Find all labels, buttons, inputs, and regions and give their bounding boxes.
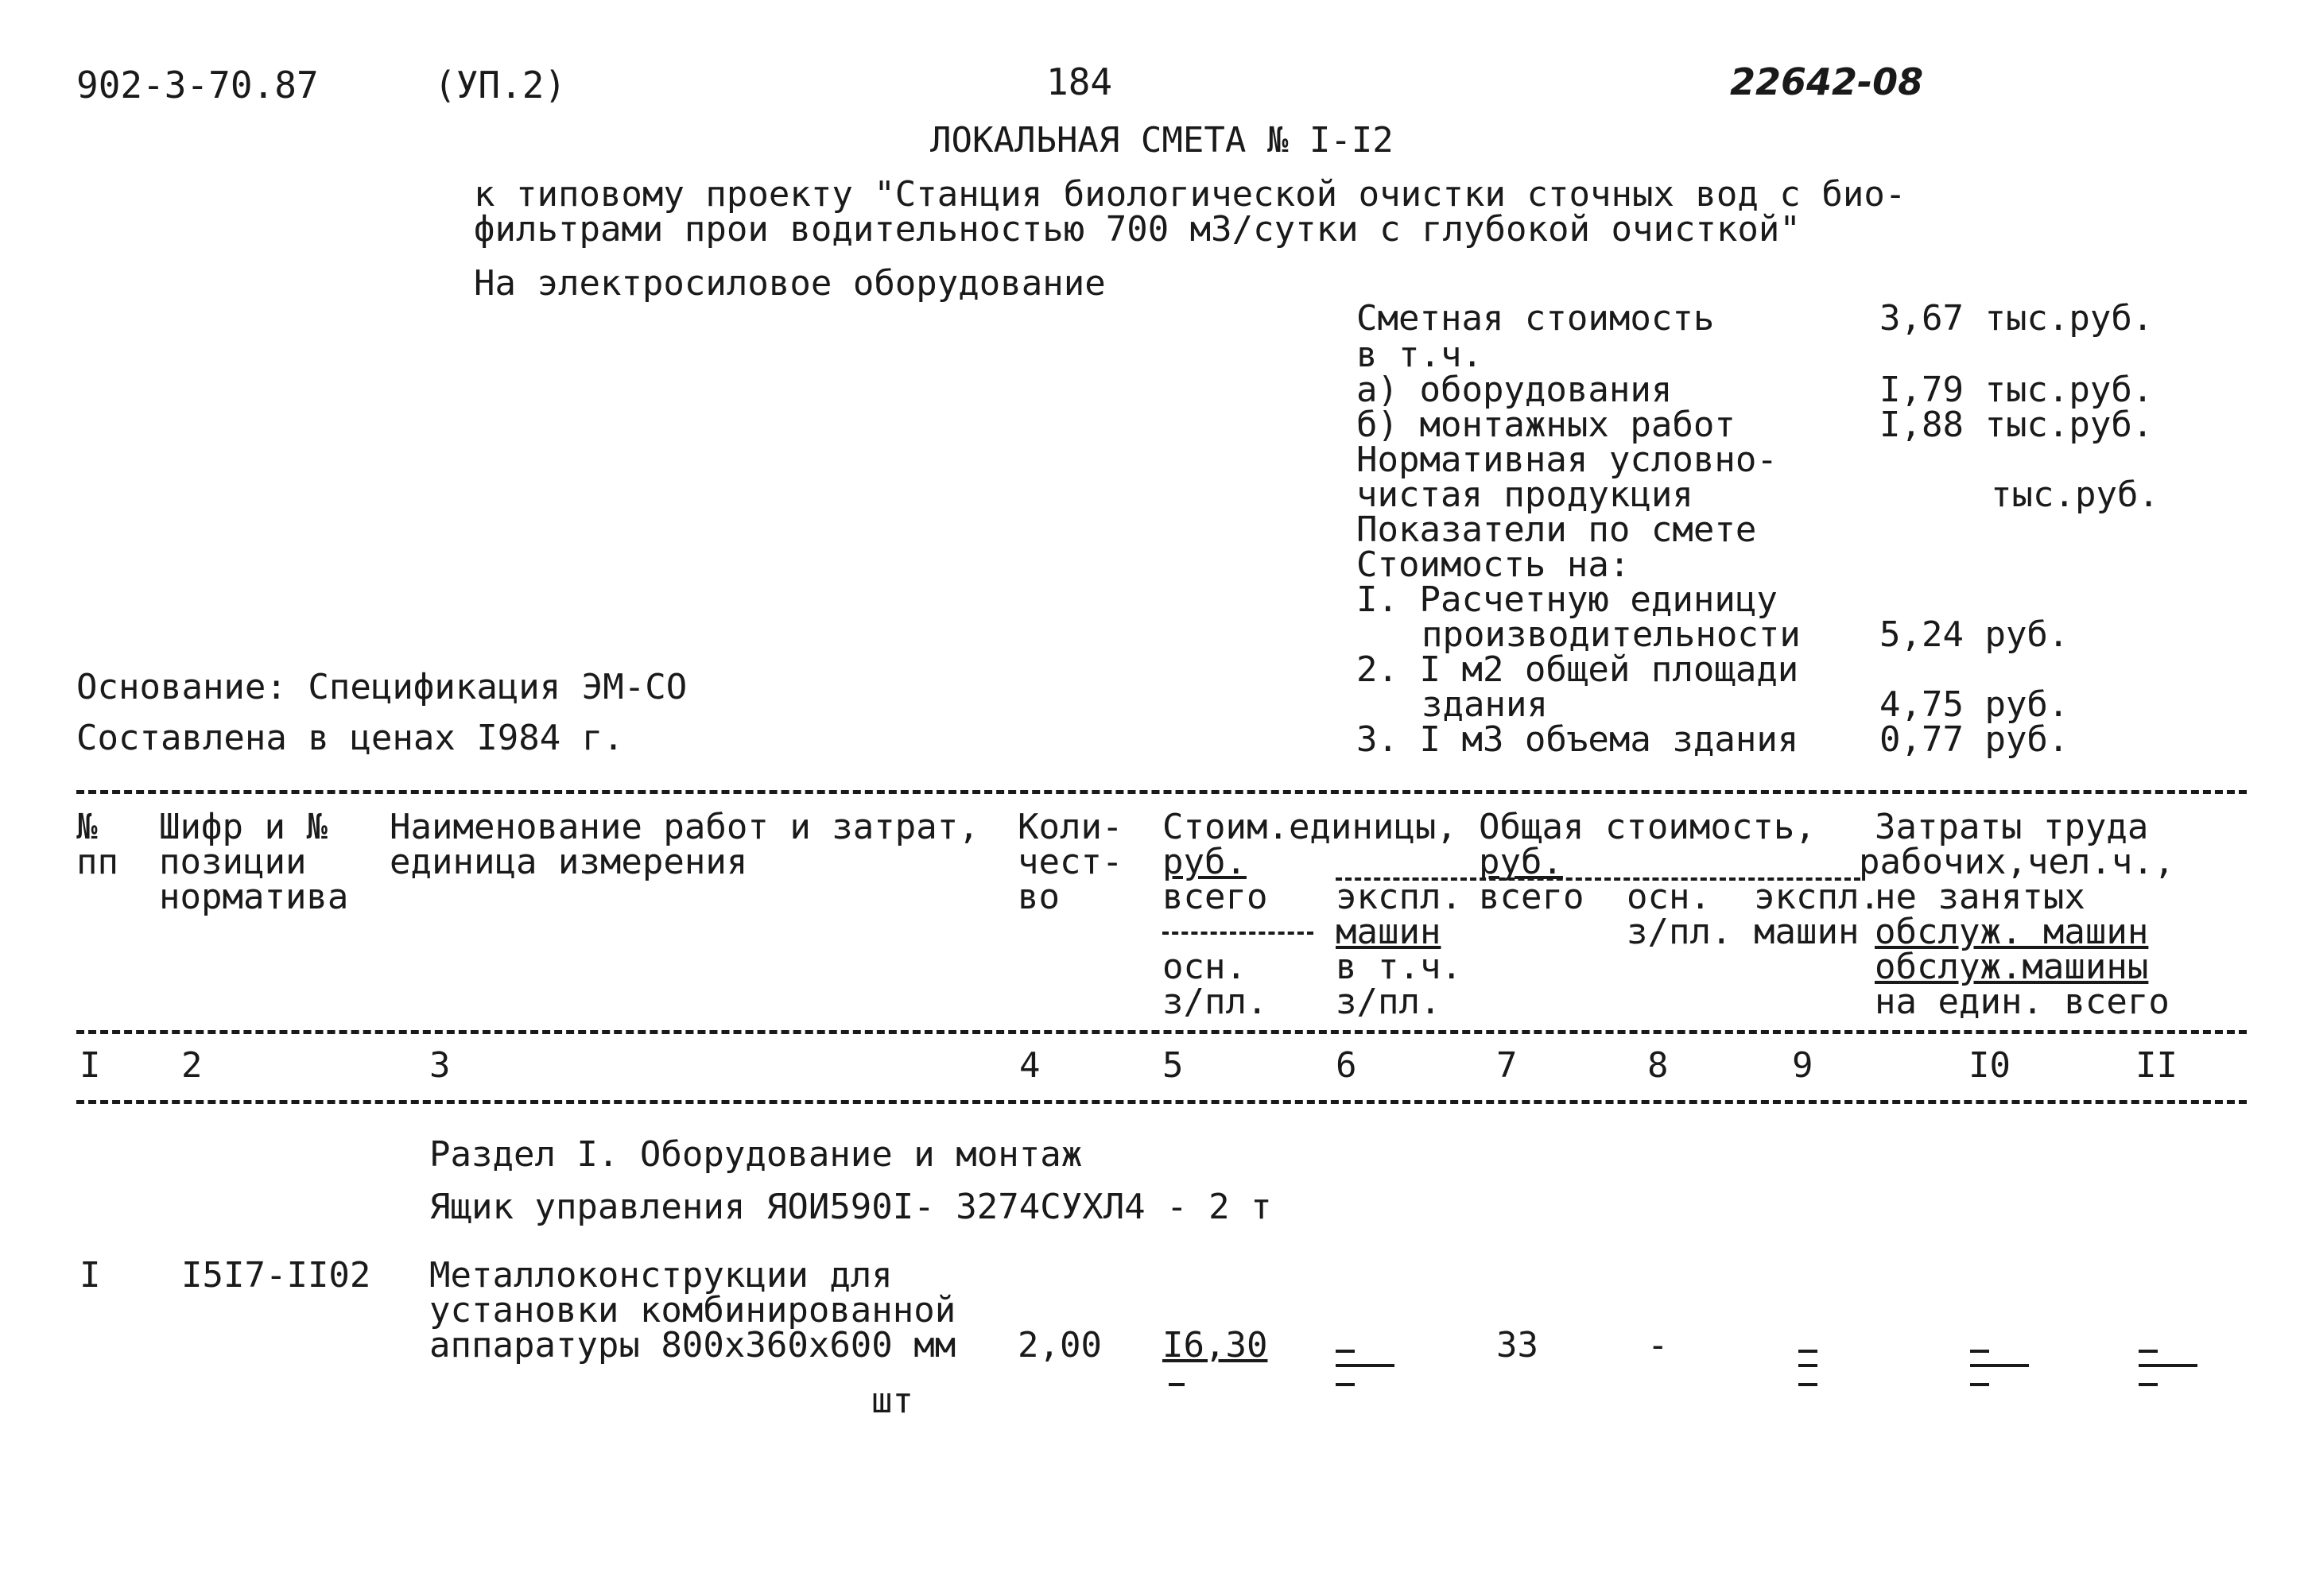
row-col11-dash [2139,1350,2158,1353]
summary-norm-line-2: чистая продукция [1356,475,1693,515]
header-name-a: Наименование работ и затрат, [390,807,979,847]
header-name-b: единица измерения [390,842,748,882]
row-quantity: 2,00 [1018,1325,1102,1366]
row-col10-dash [1970,1383,1989,1386]
header-qty-b: чест- [1018,842,1123,882]
summary-cost-per: Стоимость на: [1356,544,1631,585]
summary-item3-value: 0,77 руб. [1879,719,2069,760]
column-number: 3 [429,1045,451,1086]
table-top-rule [76,790,2247,794]
column-number: II [2135,1045,2178,1086]
header-code-b: позиции [159,842,307,882]
header-col6-d: з/пл. [1336,982,1441,1022]
row-col10-dash [1970,1364,2029,1367]
row-total: 33 [1496,1325,1538,1366]
row-col6-dash [1336,1364,1394,1367]
row-unit-base-salary-dash [1169,1383,1185,1386]
project-line-1: к типовому проекту "Станция биологической очистки сточных вод с био- [474,174,1906,215]
header-subrule-unit [1162,932,1313,935]
summary-indicators: Показатели по смете [1356,509,1757,550]
header-labor-d: обслуж. машин [1875,912,2149,952]
header-unit-cost-b: руб. [1162,842,1247,882]
column-numbers-rule [76,1100,2247,1104]
summary-cost-label: Сметная стоимость [1356,298,1715,339]
column-number: 2 [181,1045,203,1086]
header-col8-a: осн. [1627,877,1711,917]
estimate-subject: На электросиловое оборудование [474,263,1106,304]
header-labor-b: рабочих,чел.ч., [1859,842,2175,882]
document-title: ЛОКАЛЬНАЯ СМЕТА № I-I2 [930,120,1394,161]
row-col9-dash [1798,1383,1817,1386]
inventory-number: 22642-08 [1730,60,1924,103]
header-col5-total: всего [1162,877,1268,917]
header-col6-c: в т.ч. [1336,947,1462,987]
header-qty-a: Коли- [1018,807,1123,847]
summary-item2-line-1: 2. I м2 общей площади [1356,649,1799,690]
column-number: 5 [1162,1045,1184,1086]
column-number: I [80,1045,101,1086]
row-col11-dash [2139,1383,2158,1386]
summary-item3: 3. I м3 объема здания [1356,719,1799,760]
summary-item1-value: 5,24 руб. [1879,614,2069,655]
summary-equipment-label: а) оборудования [1356,370,1673,410]
summary-norm-value: тыс.руб. [1991,475,2159,515]
row-col9-dash [1798,1364,1817,1367]
header-code-a: Шифр и № [159,807,328,847]
header-subrule-total [1336,877,1860,881]
column-number: I0 [1968,1045,2011,1086]
summary-incl: в т.ч. [1356,335,1483,375]
summary-mounting-label: б) монтажных работ [1356,405,1736,445]
column-number: 8 [1647,1045,1669,1086]
header-col8-b: з/пл. [1627,912,1732,952]
header-labor-a: Затраты труда [1875,807,2149,847]
summary-item1-line-1: I. Расчетную единицу [1356,579,1778,620]
row-base-salary: - [1647,1325,1669,1366]
header-total-cost-a: Общая стоимость, [1479,807,1816,847]
header-col6-a: экспл. [1336,877,1462,917]
column-number: 9 [1792,1045,1813,1086]
section-subtitle: Ящик управления ЯОИ590I- 3274СУХЛ4 - 2 т [429,1187,1272,1227]
header-col6-b: машин [1336,912,1441,952]
summary-item2-value: 4,75 руб. [1879,684,2069,725]
header-col5-a: осн. [1162,947,1247,987]
row-code: I5I7-II02 [181,1255,371,1296]
summary-item2-line-2: здания [1422,684,1548,725]
header-col7: всего [1479,877,1584,917]
summary-cost-value: 3,67 тыс.руб. [1879,298,2154,339]
row-name-line-3: аппаратуры 800х360х600 мм [429,1325,956,1366]
header-bottom-rule [76,1030,2247,1034]
row-number: I [80,1255,101,1296]
header-num-a: № [76,807,98,847]
row-col6-dash [1336,1383,1355,1386]
row-name-line-2: установки комбинированной [429,1290,956,1331]
summary-norm-line-1: Нормативная условно- [1356,440,1778,480]
header-unit-cost-a: Стоим.единицы, [1162,807,1457,847]
section-title: Раздел I. Оборудование и монтаж [429,1134,1083,1175]
column-number: 6 [1336,1045,1357,1086]
album-number: (УП.2) [434,64,567,107]
row-col9-dash [1798,1350,1817,1353]
row-name-line-1: Металлоконструкции для [429,1255,893,1296]
basis-line: Основание: Спецификация ЭМ-СО [76,667,688,707]
header-qty-c: во [1018,877,1060,917]
document-code: 902-3-70.87 [76,64,319,107]
summary-mounting-value: I,88 тыс.руб. [1879,405,2154,445]
row-col10-dash [1970,1350,1989,1353]
header-col5-b: з/пл. [1162,982,1268,1022]
column-number: 4 [1019,1045,1041,1086]
header-total-cost-b: руб. [1479,842,1563,882]
row-unit-total: I6,30 [1162,1325,1268,1366]
header-num-b: пп [76,842,118,882]
summary-item1-line-2: производительности [1422,614,1801,655]
row-col11-dash [2139,1364,2197,1367]
header-col9-a: экспл. [1754,877,1880,917]
summary-equipment-value: I,79 тыс.руб. [1879,370,2154,410]
page-number: 184 [1046,60,1113,103]
header-col9-b: машин [1754,912,1860,952]
header-labor-e: обслуж.машины [1875,947,2149,987]
header-code-c: норматива [159,877,349,917]
header-labor-c: не занятых [1875,877,2085,917]
prices-line: Составлена в ценах I984 г. [76,718,624,758]
project-line-2: фильтрами прои водительностью 700 м3/сутки с глубокой очисткой" [474,209,1801,250]
row-unit: шт [871,1381,913,1421]
column-number: 7 [1496,1045,1518,1086]
row-col6-dash [1336,1350,1355,1353]
header-labor-f: на един. всего [1875,982,2170,1022]
